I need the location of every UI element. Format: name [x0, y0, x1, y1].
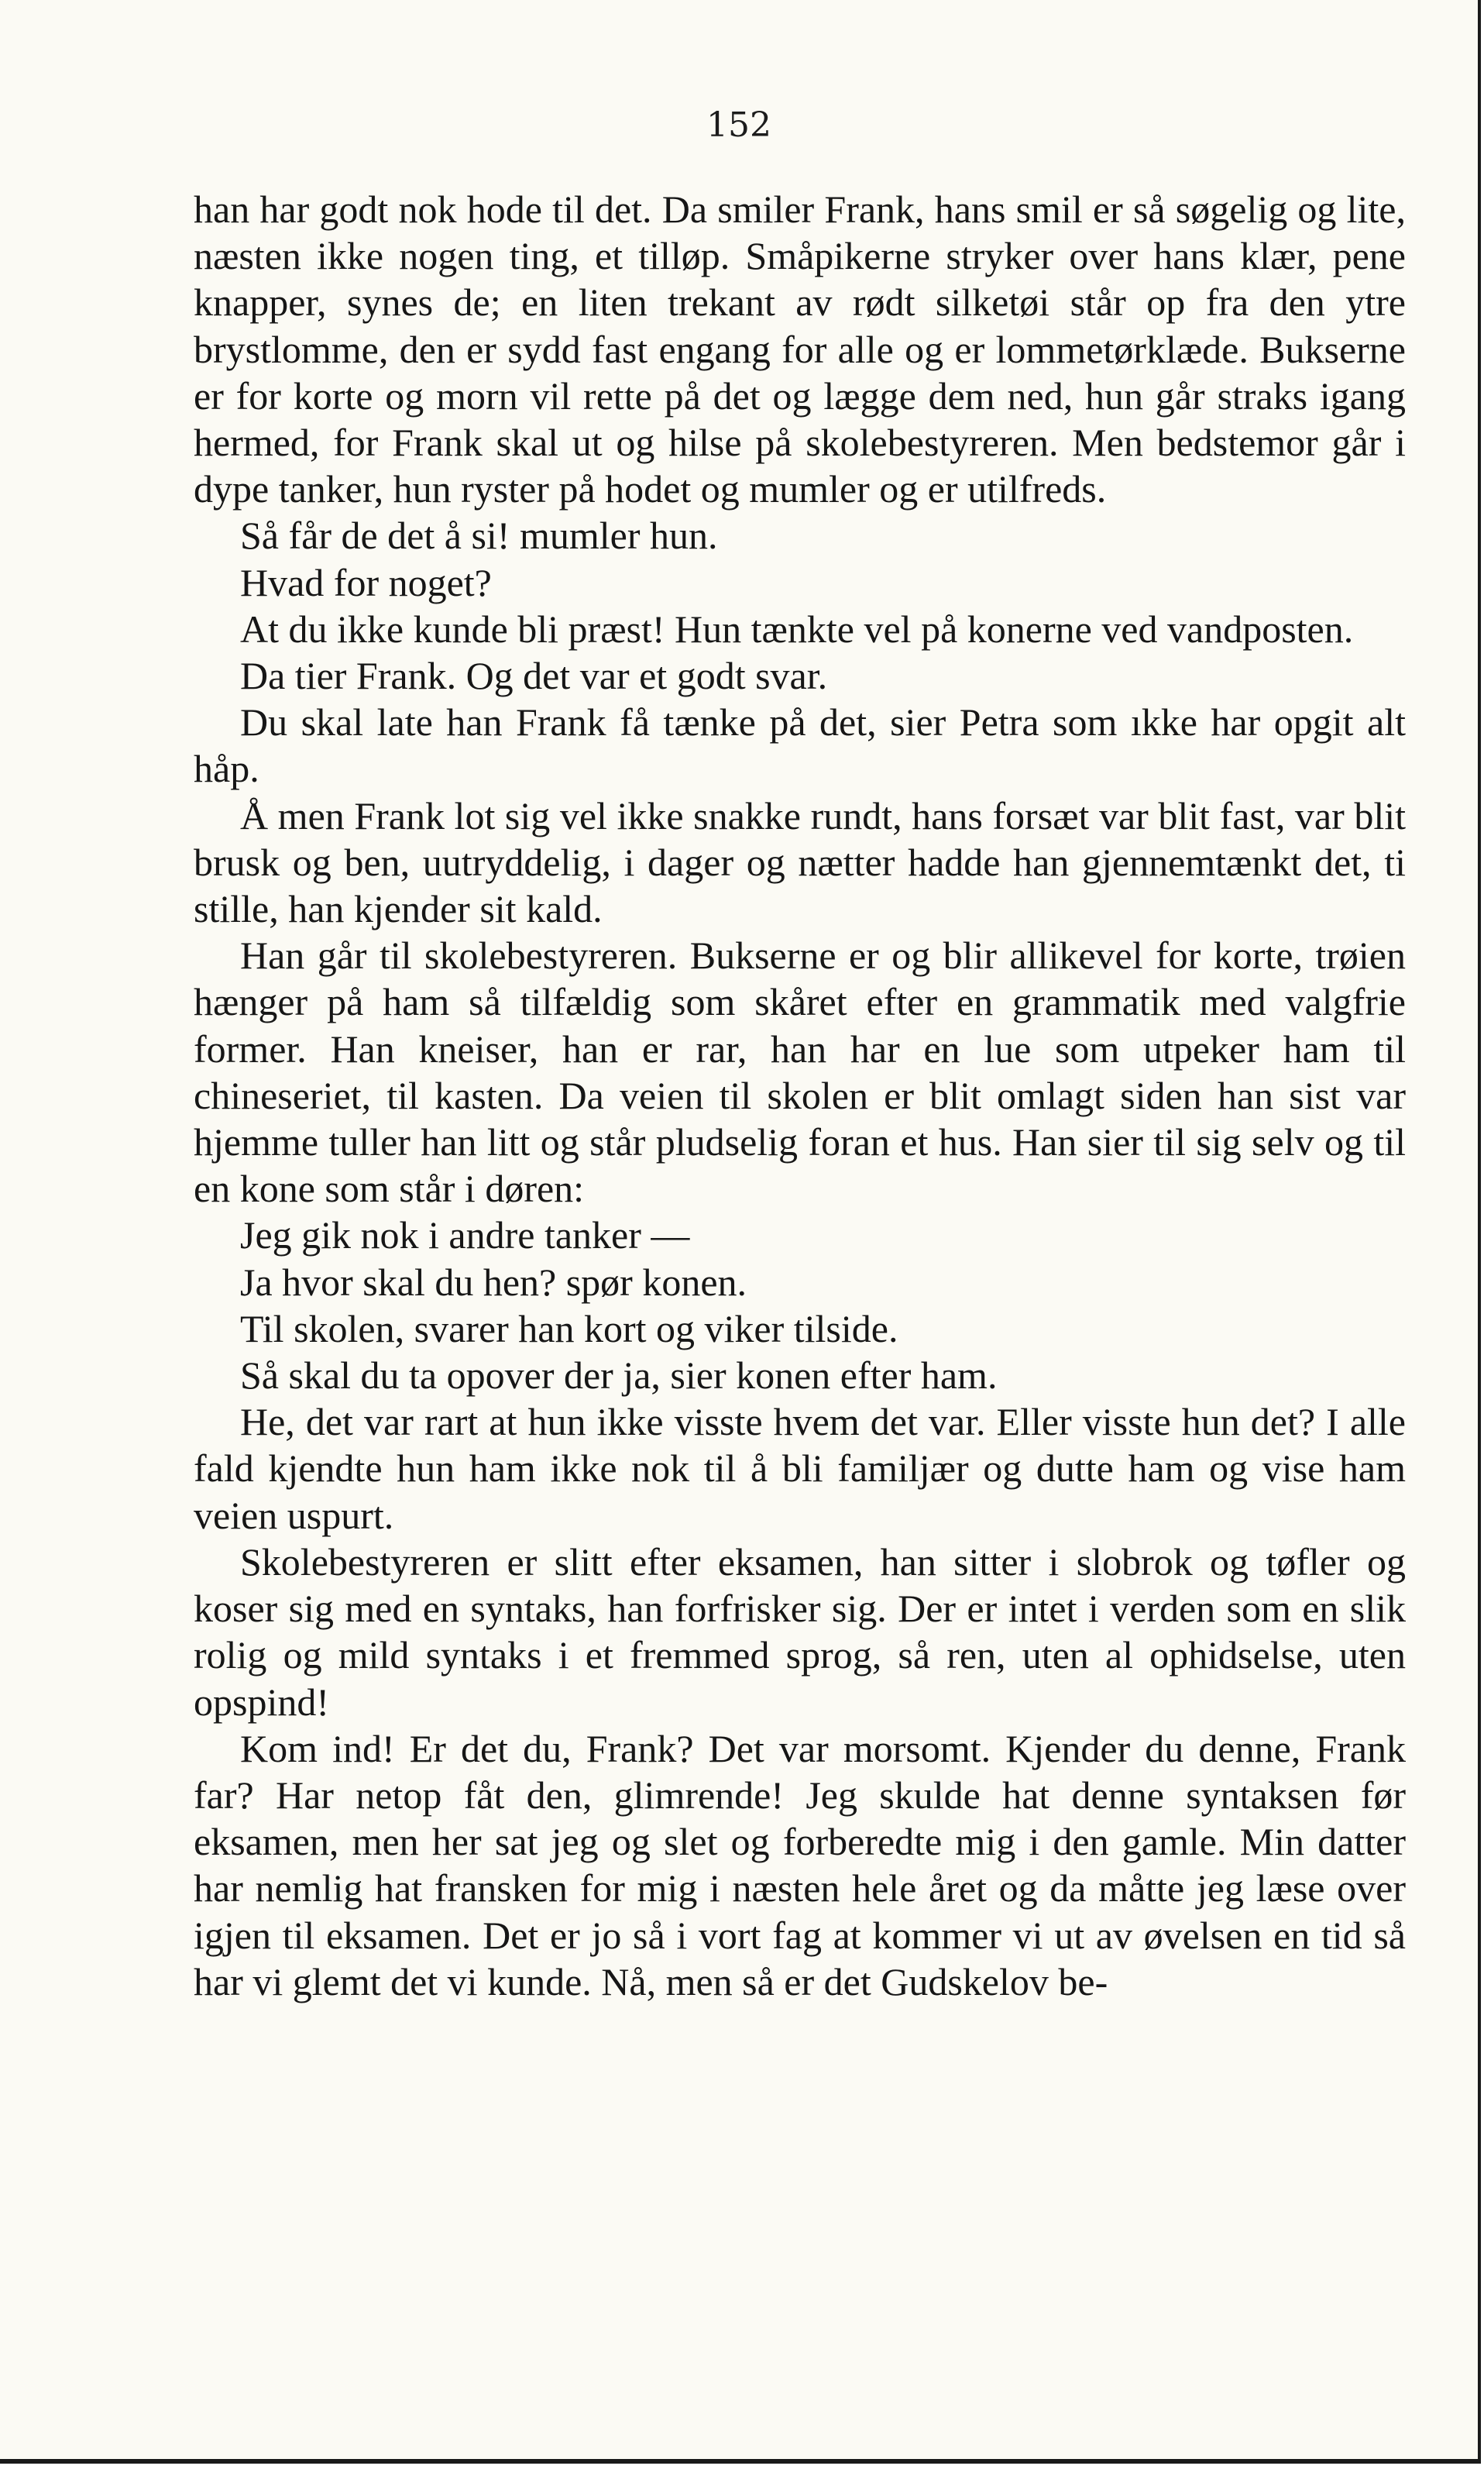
- paragraph: At du ikke kunde bli præst! Hun tænkte vel på konerne ved vandposten.: [240, 607, 1354, 651]
- paragraph: Ja hvor skal du hen? spør konen.: [240, 1260, 747, 1304]
- paragraph: Til skolen, svarer han kort og viker tilside.: [240, 1306, 898, 1350]
- paragraph: He, det var rart at hun ikke visste hvem det var. Eller visste hun det? I alle fald kjendte hun ham ikke nok til å bli familjær og dutte ham og vise ham veien uspurt.: [194, 1400, 1406, 1537]
- page-number: 152: [706, 105, 771, 145]
- body-text: [194, 186, 1406, 2005]
- paragraph: Skolebestyreren er slitt efter eksamen, han sitter i slobrok og tøfler og koser sig med en syntaks, han forfrisker sig. Der er intet i verden som en slik rolig og mild syntaks i et fremmed sprog, så ren, uten al ophidselse, uten opspind!: [194, 1539, 1406, 1724]
- paragraph: Kom ind! Er det du, Frank? Det var morsomt. Kjender du denne, Frank far? Har netop fåt den, glimrende! Jeg skulde hat denne syntaksen før eksamen, men her sat jeg og slet og forberedte mig i den gamle. Min datter har nemlig hat fransken for mig i næsten hele året og da måtte jeg læse over igjen til eksamen. Det er jo så i vort fag at kommer vi ut av øvelsen en tid så har vi glemt det vi kunde. Nå, men så er det Gudskelov be-: [194, 1726, 1406, 2003]
- paragraph: Å men Frank lot sig vel ikke snakke rundt, hans forsæt var blit fast, var blit brusk og ben, uutryddelig, i dager og nætter hadde han gjennemtænkt det, ti stille, han kjender sit kald.: [194, 793, 1406, 931]
- paragraph: Du skal late han Frank få tænke på det, sier Petra som ıkke har opgit alt håp.: [194, 700, 1406, 791]
- paragraph: Hvad for noget?: [240, 560, 492, 604]
- paragraph: Så skal du ta opover der ja, sier konen efter ham.: [240, 1353, 998, 1398]
- paragraph: Så får de det å si! mumler hun.: [240, 514, 718, 558]
- paragraph: han har godt nok hode til det. Da smiler Frank, hans smil er så søgelig og lite, næsten ikke nogen ting, et tilløp. Småpikerne stryker over hans klær, pene knapper, synes de; en liten trekant av rødt silketøi står op fra den ytre brystlomme, den er sydd fast engang for alle og er lommetørklæde. Bukserne er for korte og morn vil rette på det og lægge dem ned, hun går straks igang hermed, for Frank skal ut og hilse på skolebestyreren. Men bedstemor går i dype tanker, hun ryster på hodet og mumler og er utilfreds.: [194, 187, 1406, 511]
- paragraph: Han går til skolebestyreren. Bukserne er og blir allikevel for korte, trøien hænger på ham så tilfældig som skåret efter en grammatik med valgfrie former. Han kneiser, han er rar, han har en lue som utpeker ham til chineseriet, til kasten. Da veien til skolen er blit omlagt siden han sist var hjemme tuller han litt og står pludselig foran et hus. Han sier til sig selv og til en kone som står i døren:: [194, 934, 1406, 1211]
- paragraph: Da tier Frank. Og det var et godt svar.: [240, 654, 828, 698]
- paragraph: Jeg gik nok i andre tanker —: [240, 1213, 690, 1257]
